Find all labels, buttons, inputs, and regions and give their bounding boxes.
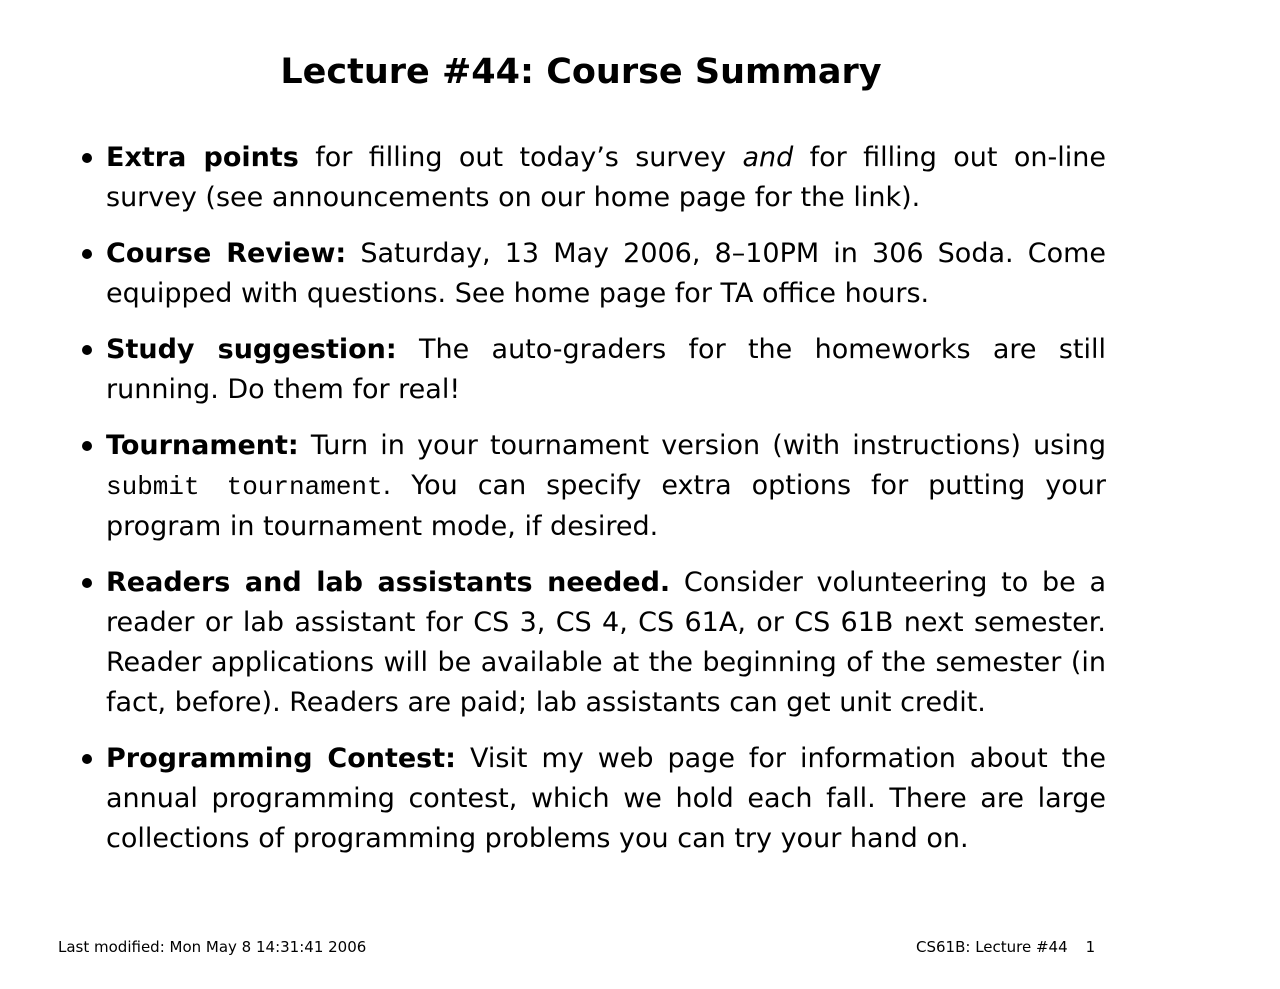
bullet-item-tournament [80,426,1106,547]
bullet-emphasis: and [742,142,794,173]
bullet-text: Turn in your tournament version (with instructions) using [298,430,1106,461]
bullet-text: for filling out today’s survey [298,142,743,173]
bullet-dot-icon [82,345,92,355]
bullet-dot-icon [82,754,92,764]
bullet-text: . You can specify extra options for putting your program in tournament mode, if desired. [106,470,1106,542]
bullet-text: Visit my web page for information about the annual programming contest, which we hold each fall. There are large collections of programming problems you can try your hand on. [106,743,1106,854]
footer-last-modified: Last modified: Mon May 8 14:31:41 2006 [58,938,367,956]
bullet-item-readers [80,563,1106,723]
bullet-item-extra-points [80,138,1106,218]
bullet-heading: Extra points [106,142,299,173]
bullet-dot-icon [82,153,92,163]
bullet-dot-icon [82,441,92,451]
footer-course-info [916,938,1095,956]
bullet-item-programming-contest [80,739,1106,859]
bullet-list [80,138,1106,875]
bullet-code: submit tournament [106,472,383,502]
footer-course: CS61B: Lecture #44 [916,938,1068,956]
bullet-heading: Programming Contest: [106,743,456,774]
bullet-text: Consider volunteering to be a reader or lab assistant for CS 3, CS 4, CS 61A, or CS 61B next semester. Reader applications will be available at the beginning of the semester (in fact, before). Readers are paid; lab assistants can get unit credit. [106,567,1106,718]
bullet-heading: Tournament: [106,430,299,461]
footer-page-number: 1 [1085,938,1096,956]
bullet-heading: Readers and lab assistants needed. [106,567,671,598]
bullet-heading: Course Review: [106,238,347,269]
bullet-item-study-suggestion [80,330,1106,410]
bullet-text: The auto-graders for the homeworks are still running. Do them for real! [106,334,1106,405]
bullet-item-course-review [80,234,1106,314]
bullet-dot-icon [82,578,92,588]
bullet-text: Saturday, 13 May 2006, 8–10PM in 306 Soda. Come equipped with questions. See home page for TA office hours. [106,238,1106,309]
page-title: Lecture #44: Course Summary [280,52,882,92]
bullet-heading: Study suggestion: [106,334,397,365]
bullet-text: for filling out on-line survey (see announcements on our home page for the link). [106,142,1106,213]
bullet-dot-icon [82,249,92,259]
